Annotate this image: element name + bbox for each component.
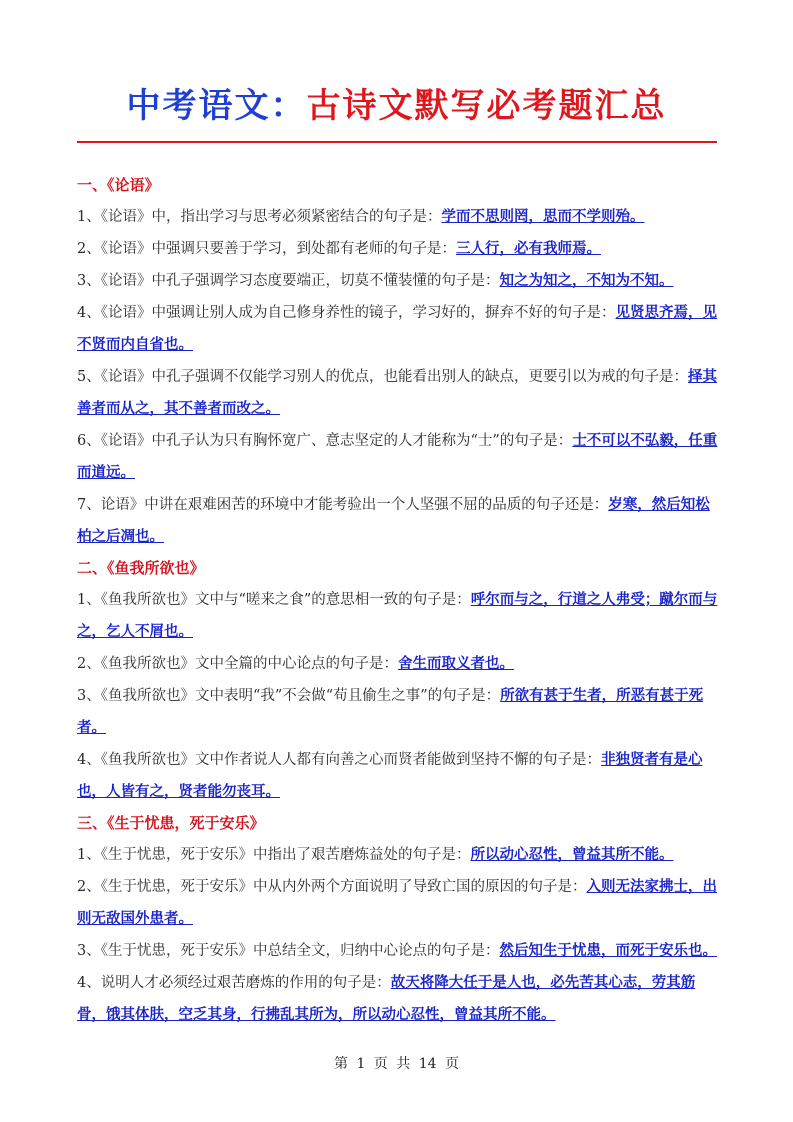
question-text: 3、《生于忧患，死于安乐》中总结全文，归纳中心论点的句子是：	[77, 943, 500, 959]
answer-text: 知之为知之，不知为不知。	[499, 272, 674, 289]
title-part-red: 古诗文默写必考题汇总	[306, 86, 667, 126]
question-text: 5、《论语》中孔子强调不仅能学习别人的优点，也能看出别人的缺点，更要引以为戒的句子是：	[77, 369, 688, 385]
question-text: 4、说明人才必须经过艰苦磨炼的作用的句子是：	[77, 975, 391, 991]
content	[77, 170, 719, 1031]
answer-text: 择其善者而从之，其不善者而改之。	[77, 368, 717, 417]
question-text: 1、《生于忧患，死于安乐》中指出了艰苦磨炼益处的句子是：	[77, 847, 471, 863]
list-item	[77, 297, 719, 361]
question-text: 3、《论语》中孔子强调学习态度要端正，切莫不懂装懂的句子是：	[77, 273, 500, 289]
list-item	[77, 744, 719, 808]
list-item	[77, 967, 719, 1031]
answer-text: 所以动心忍性，曾益其所不能。	[470, 846, 674, 863]
question-text: 3、《鱼我所欲也》文中表明“我”不会做“苟且偷生之事”的句子是：	[77, 688, 501, 704]
section-heading: 三、《生于忧患，死于安乐》	[77, 814, 265, 832]
list-item	[77, 871, 719, 935]
list-item	[77, 680, 719, 744]
answer-text: 非独贤者有是心也，人皆有之，贤者能勿丧耳。	[77, 751, 703, 800]
list-item	[77, 584, 719, 648]
title-part-blue: 中考语文：	[126, 86, 307, 126]
answer-text: 然后知生于忧患，而死于安乐也。	[499, 942, 717, 959]
answer-text: 三人行，必有我师焉。	[455, 240, 601, 257]
answer-text: 故天将降大任于是人也，必先苦其心志，劳其筋骨，饿其体肤，空乏其身，行拂乱其所为，所以动心忍性，曾益其所不能。	[77, 974, 696, 1023]
list-item	[77, 839, 719, 871]
question-text: 7、论语》中讲在艰难困苦的环境中才能考验出一个人坚强不屈的品质的句子还是：	[77, 497, 609, 513]
answer-text: 士不可以不弘毅，任重而道远。	[77, 432, 718, 481]
answer-text: 见贤思齐焉，见不贤而内自省也。	[77, 304, 717, 353]
list-item	[77, 648, 719, 680]
answer-text: 舍生而取义者也。	[397, 655, 514, 672]
question-text: 2、《鱼我所欲也》文中全篇的中心论点的句子是：	[77, 656, 398, 672]
title-divider	[77, 141, 717, 143]
answer-text: 岁寒，然后知松柏之后凋也。	[77, 496, 710, 545]
section-heading: 二、《鱼我所欲也》	[77, 559, 205, 577]
answer-text: 呼尔而与之，行道之人弗受；蹴尔而与之，乞人不屑也。	[77, 591, 718, 640]
list-item	[77, 361, 719, 425]
question-text: 2、《论语》中强调只要善于学习，到处都有老师的句子是：	[77, 241, 456, 257]
page-title	[0, 78, 793, 134]
list-item	[77, 935, 719, 967]
list-item	[77, 233, 719, 265]
question-text: 1、《鱼我所欲也》文中与“嗟来之食”的意思相一致的句子是：	[77, 592, 471, 608]
question-text: 4、《论语》中强调让别人成为自己修身养性的镜子，学习好的，摒弃不好的句子是：	[77, 305, 616, 321]
question-text: 6、《论语》中孔子认为只有胸怀宽广、意志坚定的人才能称为“士”的句子是：	[77, 433, 573, 449]
answer-text: 所欲有甚于生者，所恶有甚于死者。	[77, 687, 704, 736]
question-text: 2、《生于忧患，死于安乐》中从内外两个方面说明了导致亡国的原因的句子是：	[77, 879, 587, 895]
question-text: 1、《论语》中，指出学习与思考必须紧密结合的句子是：	[77, 209, 442, 225]
list-item	[77, 265, 719, 297]
list-item	[77, 425, 719, 489]
answer-text: 学而不思则罔，思而不学则殆。	[441, 208, 645, 225]
question-text: 4、《鱼我所欲也》文中作者说人人都有向善之心而贤者能做到坚持不懈的句子是：	[77, 752, 601, 768]
page-number: 第 1 页 共 14 页	[334, 1056, 459, 1072]
answer-text: 入则无法家拂士，出则无敌国外患者。	[77, 878, 717, 927]
list-item	[77, 489, 719, 553]
list-item	[77, 201, 719, 233]
section-heading: 一、《论语》	[77, 176, 160, 194]
